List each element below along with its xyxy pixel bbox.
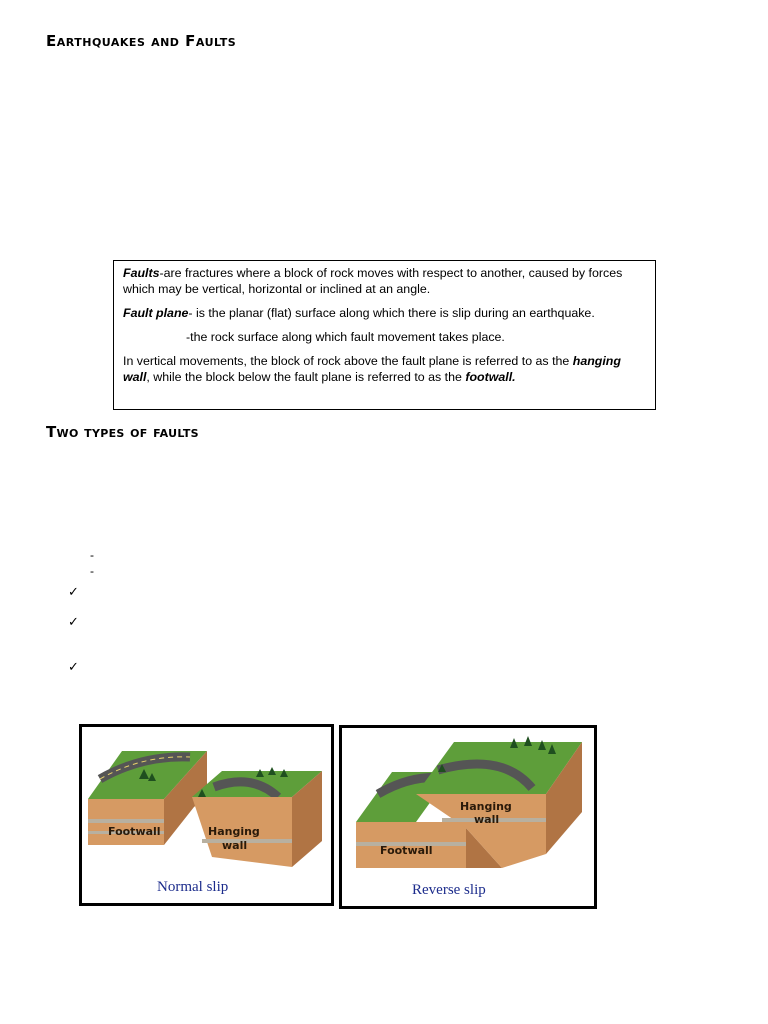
- hanging-label-line2: wall: [222, 839, 248, 852]
- reverse-slip-figure: [339, 725, 597, 909]
- faults-definition: [123, 265, 647, 297]
- checkmark-icon: ✓: [68, 660, 79, 675]
- normal-slip-caption: Normal slip: [157, 879, 229, 895]
- fault-plane-term: Fault plane: [123, 306, 189, 320]
- normal-slip-figure: [79, 724, 334, 906]
- fault-plane-definition: [123, 305, 647, 321]
- list-dash-1: -: [90, 548, 94, 562]
- page-title: Earthquakes and Faults: [46, 32, 237, 50]
- walls-definition: [123, 353, 647, 385]
- section-title: Two types of faults: [46, 423, 199, 441]
- reverse-fault-block-diagram: [342, 728, 594, 906]
- list-dash-2: -: [90, 564, 94, 578]
- hanging-wall-term: hanging wall: [123, 354, 621, 384]
- rock-layer: [88, 819, 164, 823]
- footwall-term: footwall.: [465, 370, 516, 384]
- faults-term: Faults: [123, 266, 160, 280]
- walls-text-2: , while the block below the fault plane is referred to as the: [146, 370, 466, 384]
- checkmark-icon: ✓: [68, 615, 79, 630]
- walls-text-1: In vertical movements, the block of rock above the fault plane is referred to as the: [123, 354, 573, 368]
- fault-plane-text: - is the planar (flat) surface along which there is slip during an earthquake.: [188, 306, 595, 320]
- hanging-label-line1: Hanging: [460, 800, 512, 813]
- normal-fault-block-diagram: [82, 727, 331, 903]
- faults-text: -are fractures where a block of rock moves with respect to another, caused by forces which may be vertical, horizontal or inclined at an angle.: [123, 266, 623, 296]
- tree-icon: [524, 736, 532, 746]
- footwall-label: Footwall: [380, 844, 433, 857]
- checkmark-icon: ✓: [68, 585, 79, 600]
- fault-plane-alt: -the rock surface along which fault movement takes place.: [186, 330, 505, 344]
- definition-box: [113, 260, 656, 410]
- hanging-label-line2: wall: [474, 813, 500, 826]
- footwall-label: Footwall: [108, 825, 161, 838]
- hanging-label-line1: Hanging: [208, 825, 260, 838]
- reverse-slip-caption: Reverse slip: [412, 882, 486, 898]
